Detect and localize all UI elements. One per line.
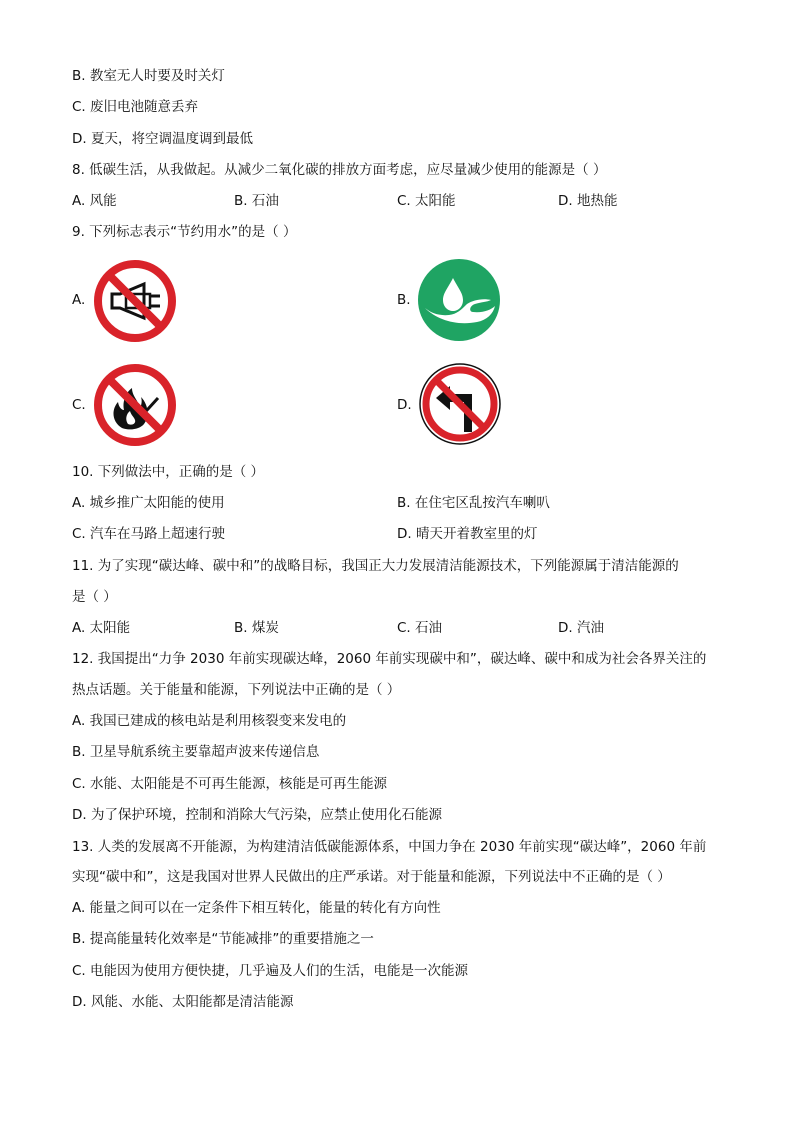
q12-option-c: C. 水能、太阳能是不可再生能源，核能是可再生能源 (72, 776, 388, 792)
q10-option-b: B. 在住宅区乱按汽车喇叭 (397, 495, 550, 511)
q10-option-d: D. 晴天开着教室里的灯 (397, 526, 538, 542)
q13-stem-line1: 13. 人类的发展离不开能源，为构建清洁低碳能源体系，中国力争在 2030 年前实现“碳达峰”，2060 年前 (72, 839, 707, 855)
q8-stem: 8. 低碳生活，从我做起。从减少二氧化碳的排放方面考虑，应尽量减少使用的能源是（ ） (72, 162, 607, 178)
q12-stem-line1: 12. 我国提出“力争 2030 年前实现碳达峰，2060 年前实现碳中和”，碳达峰、碳中和成为社会各界关注的 (72, 651, 707, 667)
q8-option-a: A. 风能 (72, 193, 117, 209)
q10-option-c: C. 汽车在马路上超速行驶 (72, 526, 226, 542)
q7-option-b: B. 教室无人时要及时关灯 (72, 68, 225, 84)
q8-option-b: B. 石油 (234, 193, 279, 209)
q13-option-a: A. 能量之间可以在一定条件下相互转化，能量的转化有方向性 (72, 900, 441, 916)
q7-option-d: D. 夏天，将空调温度调到最低 (72, 131, 253, 147)
q9-option-d-label: D. (397, 397, 412, 413)
q10-stem: 10. 下列做法中，正确的是（ ） (72, 464, 265, 480)
q9-stem: 9. 下列标志表示“节约用水”的是（ ） (72, 224, 297, 240)
q11-option-a: A. 太阳能 (72, 620, 131, 636)
q13-option-c: C. 电能因为使用方便快捷，几乎遍及人们的生活，电能是一次能源 (72, 963, 469, 979)
q12-option-b: B. 卫星导航系统主要靠超声波来传递信息 (72, 744, 320, 760)
q12-option-a: A. 我国已建成的核电站是利用核裂变来发电的 (72, 713, 347, 729)
q11-option-c: C. 石油 (397, 620, 443, 636)
q13-stem-line2: 实现“碳中和”，这是我国对世界人民做出的庄严承诺。对于能量和能源，下列说法中不正确的是（ ） (72, 869, 671, 885)
q10-option-a: A. 城乡推广太阳能的使用 (72, 495, 225, 511)
no-fire-sign-icon (92, 362, 178, 448)
q13-option-d: D. 风能、水能、太阳能都是清洁能源 (72, 994, 294, 1010)
q7-option-c: C. 废旧电池随意丢弃 (72, 99, 199, 115)
q9-option-c-label: C. (72, 397, 86, 413)
water-saving-sign-icon (417, 258, 501, 342)
q11-option-b: B. 煤炭 (234, 620, 279, 636)
no-left-turn-sign-icon (418, 362, 502, 446)
q8-option-c: C. 太阳能 (397, 193, 456, 209)
q11-stem-line2: 是（ ） (72, 589, 117, 605)
q12-stem-line2: 热点话题。关于能量和能源，下列说法中正确的是（ ） (72, 682, 401, 698)
q12-option-d: D. 为了保护环境，控制和消除大气污染，应禁止使用化石能源 (72, 807, 442, 823)
q9-option-a-label: A. (72, 292, 86, 308)
no-horn-sign-icon (92, 258, 178, 344)
q11-stem-line1: 11. 为了实现“碳达峰、碳中和”的战略目标，我国正大力发展清洁能源技术，下列能源属于清洁能源的 (72, 558, 679, 574)
q9-option-b-label: B. (397, 292, 411, 308)
q8-option-d: D. 地热能 (558, 193, 618, 209)
q11-option-d: D. 汽油 (558, 620, 604, 636)
q13-option-b: B. 提高能量转化效率是“节能减排”的重要措施之一 (72, 931, 374, 947)
